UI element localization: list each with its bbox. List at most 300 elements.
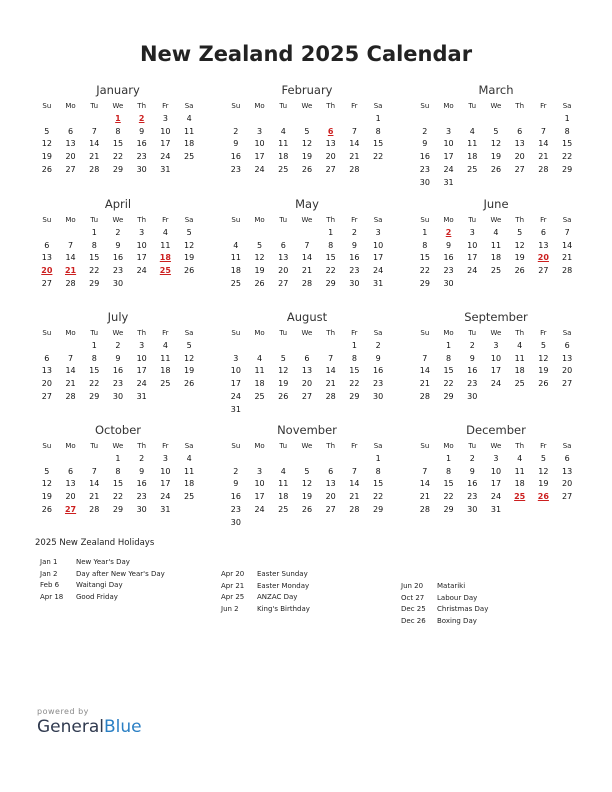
day-cell: 29 (325, 278, 336, 288)
day-cell: 5 (493, 126, 499, 136)
day-cell: 21 (301, 266, 313, 276)
weekday-label: Tu (468, 442, 477, 450)
empty-cell (555, 391, 579, 404)
day-cell: 15 (562, 139, 573, 149)
empty-cell (555, 177, 579, 190)
empty-cell (177, 391, 201, 404)
day-cell: 21 (562, 253, 573, 263)
day-cell: 31 (160, 164, 171, 174)
day-cell: 14 (562, 240, 573, 250)
empty-cell (224, 340, 248, 353)
month-november (224, 422, 390, 529)
weekday-header (224, 99, 390, 113)
day-cell: 17 (136, 253, 147, 263)
day-cell: 15 (373, 139, 384, 149)
week-row (413, 391, 579, 404)
day-cell: 17 (230, 379, 241, 389)
day-cell: 24 (160, 492, 171, 502)
month-name: June (483, 197, 509, 211)
day-cell: 15 (443, 366, 454, 376)
day-cell: 4 (517, 341, 523, 350)
day-cell: 17 (160, 479, 171, 489)
day-cell: 13 (325, 479, 336, 489)
day-cell: 27 (538, 266, 549, 276)
empty-cell (484, 177, 508, 190)
day-cell: 18 (254, 379, 265, 389)
empty-cell (532, 504, 556, 517)
week-row (224, 478, 390, 491)
weekday-label: Th (137, 329, 147, 337)
week-row (35, 151, 201, 164)
day-cell: 6 (68, 466, 74, 476)
week-row (413, 466, 579, 479)
day-cell: 11 (514, 466, 525, 476)
day-cell: 7 (68, 240, 74, 250)
day-cell: 27 (41, 391, 52, 401)
month-june (413, 196, 579, 291)
weekday-label: Mo (65, 102, 76, 110)
week-row (413, 478, 579, 491)
empty-cell (248, 453, 272, 466)
weekday-label: Th (326, 216, 336, 224)
empty-cell (484, 278, 508, 291)
weekday-label: Su (420, 329, 430, 337)
empty-cell (413, 340, 437, 353)
week-row (224, 265, 390, 278)
week-row (35, 491, 201, 504)
empty-cell (59, 340, 83, 353)
day-cell: 24 (490, 379, 502, 389)
day-cell: 2 (233, 126, 239, 136)
day-cell: 20 (65, 492, 76, 502)
empty-cell (248, 340, 272, 353)
day-cell: 18 (278, 492, 289, 502)
empty-cell (224, 227, 248, 240)
day-cell: 20 (562, 366, 573, 376)
day-cell: 5 (304, 466, 310, 476)
day-cell: 28 (65, 391, 76, 401)
day-cell: 5 (186, 341, 192, 350)
week-row (413, 453, 579, 466)
weekday-label: Mo (443, 216, 454, 224)
empty-cell (130, 278, 154, 291)
weekday-label: Mo (65, 329, 76, 337)
day-cell: 3 (493, 454, 499, 463)
holiday-day-cell: 25 (514, 492, 526, 502)
day-cell: 19 (301, 492, 313, 502)
weekday-label: Fr (351, 102, 358, 110)
month-december (413, 422, 579, 517)
week-row (224, 240, 390, 253)
day-cell: 17 (254, 492, 265, 502)
empty-cell (295, 517, 319, 530)
empty-cell (460, 113, 484, 126)
day-cell: 15 (419, 253, 430, 263)
day-cell: 19 (514, 253, 525, 263)
day-cell: 19 (538, 479, 549, 489)
day-cell: 16 (467, 479, 478, 489)
day-cell: 8 (375, 466, 381, 476)
day-cell: 29 (89, 391, 100, 401)
day-cell: 19 (538, 366, 549, 376)
day-cell: 15 (89, 366, 100, 376)
holiday-date: Apr 21 (221, 581, 245, 590)
week-row (35, 227, 201, 240)
day-cell: 9 (233, 479, 239, 489)
empty-cell (319, 404, 343, 417)
holiday-day-cell: 20 (537, 253, 549, 263)
weekday-header (413, 99, 579, 113)
month-table (35, 439, 201, 517)
day-cell: 15 (349, 366, 360, 376)
weekday-label: Fr (351, 442, 358, 450)
weekday-label: Su (42, 329, 52, 337)
day-cell: 4 (186, 454, 192, 463)
day-cell: 7 (304, 240, 310, 250)
holiday-row (40, 592, 230, 604)
weekday-label: Th (137, 216, 147, 224)
day-cell: 24 (160, 152, 171, 162)
weekday-label: Sa (184, 442, 194, 450)
day-cell: 8 (422, 240, 428, 250)
day-cell: 28 (89, 164, 100, 174)
day-cell: 28 (349, 164, 360, 174)
weekday-label: Fr (540, 329, 547, 337)
weekday-label: Th (326, 442, 336, 450)
day-cell: 30 (443, 278, 454, 288)
day-cell: 6 (564, 454, 570, 463)
empty-cell (59, 113, 83, 126)
holiday-date: Oct 27 (401, 593, 425, 602)
day-cell: 19 (184, 253, 195, 263)
holiday-day-cell: 2 (445, 228, 452, 237)
weekday-label: Sa (373, 216, 383, 224)
day-cell: 18 (490, 253, 502, 263)
weekday-label: Tu (468, 329, 477, 337)
day-cell: 11 (184, 466, 195, 476)
weekday-label: Th (515, 102, 525, 110)
empty-cell (319, 340, 343, 353)
holiday-name: ANZAC Day (257, 593, 298, 602)
day-cell: 3 (162, 454, 168, 463)
week-row (35, 391, 201, 404)
day-cell: 30 (467, 391, 478, 401)
week-row (35, 504, 201, 517)
day-cell: 7 (540, 126, 546, 136)
holiday-date: Dec 26 (401, 617, 426, 626)
holiday-row (221, 592, 411, 604)
holiday-row (401, 581, 591, 593)
weekday-header (224, 213, 390, 227)
empty-cell (295, 227, 319, 240)
day-cell: 7 (422, 353, 428, 363)
day-cell: 1 (375, 114, 381, 123)
weekday-label: Th (137, 442, 147, 450)
day-cell: 13 (562, 353, 573, 363)
day-cell: 16 (349, 253, 360, 263)
brand-footer (37, 707, 142, 737)
day-cell: 18 (514, 366, 525, 376)
day-cell: 5 (304, 126, 310, 136)
day-cell: 14 (419, 366, 430, 376)
day-cell: 26 (254, 278, 265, 288)
month-may (224, 196, 390, 291)
day-cell: 2 (233, 466, 239, 476)
day-cell: 17 (254, 152, 265, 162)
week-row (35, 378, 201, 391)
day-cell: 11 (278, 479, 289, 489)
holiday-day-cell: 26 (537, 492, 549, 502)
holiday-name: Matariki (437, 582, 466, 590)
week-row (413, 278, 579, 291)
week-row (35, 265, 201, 278)
day-cell: 22 (112, 492, 124, 502)
weekday-label: We (112, 216, 124, 224)
day-cell: 8 (446, 466, 452, 476)
empty-cell (460, 278, 484, 291)
week-row (35, 340, 201, 353)
day-cell: 22 (349, 379, 360, 389)
day-cell: 29 (89, 278, 100, 288)
day-cell: 16 (136, 139, 147, 149)
day-cell: 22 (443, 379, 454, 389)
weekday-label: We (490, 329, 502, 337)
day-cell: 21 (89, 152, 100, 162)
holiday-name: Good Friday (76, 593, 118, 602)
weekday-header (413, 213, 579, 227)
day-cell: 23 (136, 492, 147, 502)
empty-cell (82, 453, 106, 466)
day-cell: 14 (325, 366, 336, 376)
weekday-label: We (301, 442, 313, 450)
day-cell: 11 (278, 139, 289, 149)
day-cell: 30 (467, 504, 478, 514)
weekday-label: Fr (540, 102, 547, 110)
day-cell: 8 (91, 240, 97, 250)
empty-cell (555, 278, 579, 291)
day-cell: 14 (538, 139, 549, 149)
day-cell: 9 (115, 353, 121, 363)
day-cell: 3 (469, 228, 475, 237)
empty-cell (271, 453, 295, 466)
day-cell: 4 (233, 240, 239, 250)
day-cell: 2 (422, 126, 428, 136)
week-row (224, 138, 390, 151)
week-row (224, 151, 390, 164)
day-cell: 2 (469, 341, 475, 350)
day-cell: 21 (325, 379, 336, 389)
day-cell: 23 (349, 266, 360, 276)
day-cell: 12 (254, 253, 265, 263)
weekday-label: Sa (184, 102, 194, 110)
day-cell: 13 (41, 253, 52, 263)
empty-cell (59, 227, 83, 240)
week-row (35, 353, 201, 366)
day-cell: 21 (419, 492, 430, 502)
empty-cell (343, 453, 367, 466)
empty-cell (532, 113, 556, 126)
week-row (413, 138, 579, 151)
holiday-row (401, 593, 591, 605)
day-cell: 3 (162, 114, 168, 123)
day-cell: 19 (184, 366, 195, 376)
day-cell: 23 (373, 379, 384, 389)
month-table (224, 439, 390, 529)
empty-cell (413, 113, 437, 126)
day-cell: 6 (68, 126, 74, 136)
holiday-date: Apr 25 (221, 593, 245, 602)
week-row (413, 227, 579, 240)
day-cell: 26 (41, 164, 52, 174)
day-cell: 20 (325, 152, 336, 162)
day-cell: 7 (564, 228, 570, 237)
day-cell: 1 (351, 341, 357, 350)
day-cell: 4 (280, 466, 286, 476)
holiday-row (221, 569, 411, 581)
day-cell: 2 (139, 454, 145, 463)
holiday-day-cell: 1 (115, 114, 121, 123)
day-cell: 9 (233, 139, 239, 149)
powered-by-text: powered by (37, 707, 89, 716)
day-cell: 14 (89, 479, 100, 489)
day-cell: 29 (373, 504, 384, 514)
day-cell: 4 (186, 114, 192, 123)
day-cell: 13 (65, 139, 76, 149)
weekday-label: Su (42, 102, 52, 110)
week-row (224, 353, 390, 366)
holiday-row (221, 604, 411, 616)
holiday-name: Christmas Day (437, 605, 489, 614)
day-cell: 27 (278, 278, 289, 288)
day-cell: 16 (373, 366, 384, 376)
day-cell: 4 (257, 353, 263, 363)
empty-cell (319, 453, 343, 466)
empty-cell (460, 177, 484, 190)
day-cell: 2 (115, 228, 121, 237)
weekday-label: We (301, 216, 313, 224)
day-cell: 3 (139, 341, 145, 350)
day-cell: 22 (562, 152, 573, 162)
day-cell: 29 (349, 391, 360, 401)
weekday-label: Sa (373, 442, 383, 450)
day-cell: 5 (540, 454, 546, 463)
day-cell: 17 (136, 366, 147, 376)
day-cell: 30 (112, 391, 124, 401)
empty-cell (295, 113, 319, 126)
holiday-column (401, 581, 591, 628)
empty-cell (508, 391, 532, 404)
day-cell: 20 (325, 492, 336, 502)
month-name: April (104, 197, 132, 211)
day-cell: 25 (278, 504, 289, 514)
weekday-label: Tu (279, 102, 288, 110)
weekday-label: Su (42, 442, 52, 450)
holiday-day-cell: 25 (159, 266, 171, 276)
day-cell: 11 (160, 240, 171, 250)
day-cell: 6 (280, 240, 286, 250)
day-cell: 30 (112, 278, 124, 288)
day-cell: 1 (328, 228, 334, 237)
weekday-label: Th (326, 329, 336, 337)
weekday-label: Mo (254, 216, 265, 224)
week-row (413, 353, 579, 366)
day-cell: 13 (562, 466, 573, 476)
empty-cell (319, 517, 343, 530)
day-cell: 11 (514, 353, 525, 363)
month-table (35, 213, 201, 291)
day-cell: 25 (184, 492, 195, 502)
holiday-day-cell: 20 (41, 266, 53, 276)
weekday-label: Mo (254, 442, 265, 450)
empty-cell (248, 517, 272, 530)
day-cell: 2 (469, 454, 475, 463)
day-cell: 15 (112, 139, 124, 149)
day-cell: 8 (91, 353, 97, 363)
week-row (224, 466, 390, 479)
day-cell: 12 (278, 366, 289, 376)
weekday-label: Su (231, 102, 241, 110)
day-cell: 30 (373, 391, 384, 401)
day-cell: 12 (41, 479, 52, 489)
holiday-date: Jun 2 (221, 605, 239, 614)
day-cell: 24 (373, 266, 384, 276)
weekday-label: Sa (562, 216, 572, 224)
day-cell: 12 (538, 466, 549, 476)
holiday-name: King's Birthday (257, 605, 310, 614)
weekday-label: Th (137, 102, 147, 110)
weekday-label: Fr (162, 102, 169, 110)
weekday-header (35, 213, 201, 227)
day-cell: 23 (112, 379, 124, 389)
empty-cell (35, 453, 59, 466)
day-cell: 18 (184, 479, 195, 489)
weekday-header (35, 439, 201, 453)
day-cell: 18 (184, 139, 195, 149)
day-cell: 26 (184, 266, 195, 276)
month-table (413, 326, 579, 404)
week-row (413, 340, 579, 353)
holiday-row (40, 580, 230, 592)
day-cell: 22 (373, 152, 384, 162)
day-cell: 9 (351, 240, 357, 250)
day-cell: 23 (230, 504, 241, 514)
weekday-label: Fr (162, 329, 169, 337)
week-row (413, 491, 579, 504)
month-table (35, 99, 201, 177)
day-cell: 25 (184, 152, 195, 162)
day-cell: 21 (65, 379, 76, 389)
month-table (224, 213, 390, 291)
day-cell: 30 (136, 164, 147, 174)
weekday-label: Sa (373, 329, 383, 337)
day-cell: 5 (186, 228, 192, 237)
week-row (224, 453, 390, 466)
empty-cell (248, 227, 272, 240)
day-cell: 28 (89, 504, 100, 514)
brand-logo-part-general: General (37, 717, 104, 737)
day-cell: 17 (443, 152, 454, 162)
day-cell: 13 (278, 253, 289, 263)
day-cell: 24 (467, 266, 478, 276)
day-cell: 1 (115, 454, 121, 463)
empty-cell (154, 278, 178, 291)
brand-logo[interactable] (37, 717, 142, 737)
empty-cell (271, 517, 295, 530)
day-cell: 25 (278, 164, 289, 174)
week-row (413, 240, 579, 253)
holiday-name: Day after New Year's Day (76, 569, 165, 578)
day-cell: 5 (257, 240, 263, 250)
